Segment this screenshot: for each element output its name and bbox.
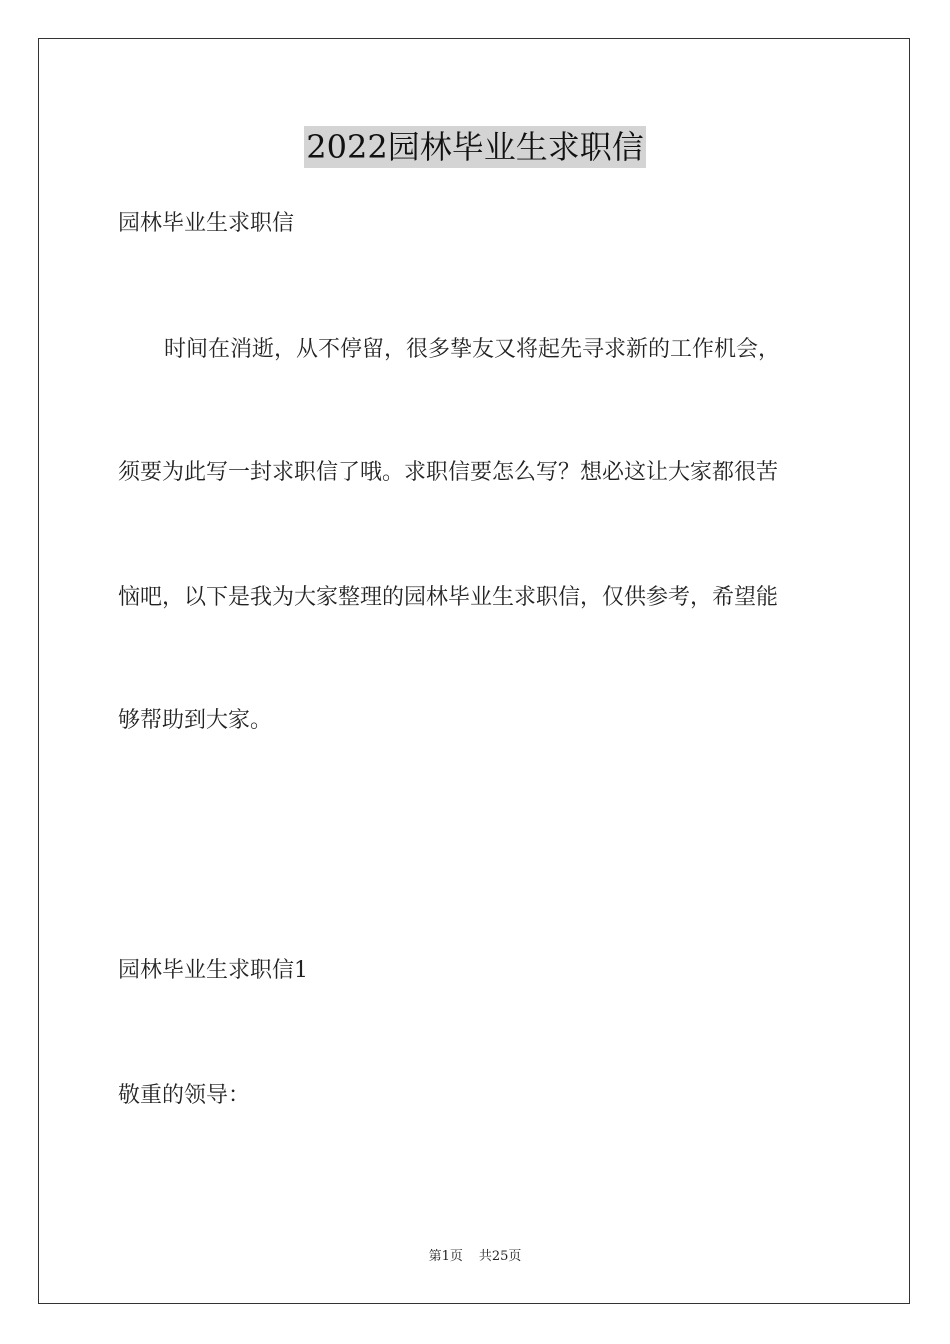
intro-paragraph-line: 须要为此写一封求职信了哦。求职信要怎么写？想必这让大家都很苦 [118, 460, 779, 485]
section-heading: 园林毕业生求职信1 [118, 958, 308, 983]
document-subtitle: 园林毕业生求职信 [118, 211, 295, 236]
page-footer [0, 1248, 950, 1266]
document-title: 2022园林毕业生求职信 [306, 128, 644, 166]
salutation: 敬重的领导： [118, 1083, 251, 1108]
page-number: 第1页 [428, 1249, 463, 1264]
intro-paragraph-line: 够帮助到大家。 [118, 708, 273, 733]
intro-paragraph-line: 恼吧，以下是我为大家整理的园林毕业生求职信，仅供参考，希望能 [118, 585, 779, 610]
document-title-wrapper [0, 126, 950, 168]
intro-paragraph-line: 时间在消逝，从不停留，很多挚友又将起先寻求新的工作机会， [164, 337, 781, 362]
page-total: 共25页 [478, 1249, 522, 1264]
